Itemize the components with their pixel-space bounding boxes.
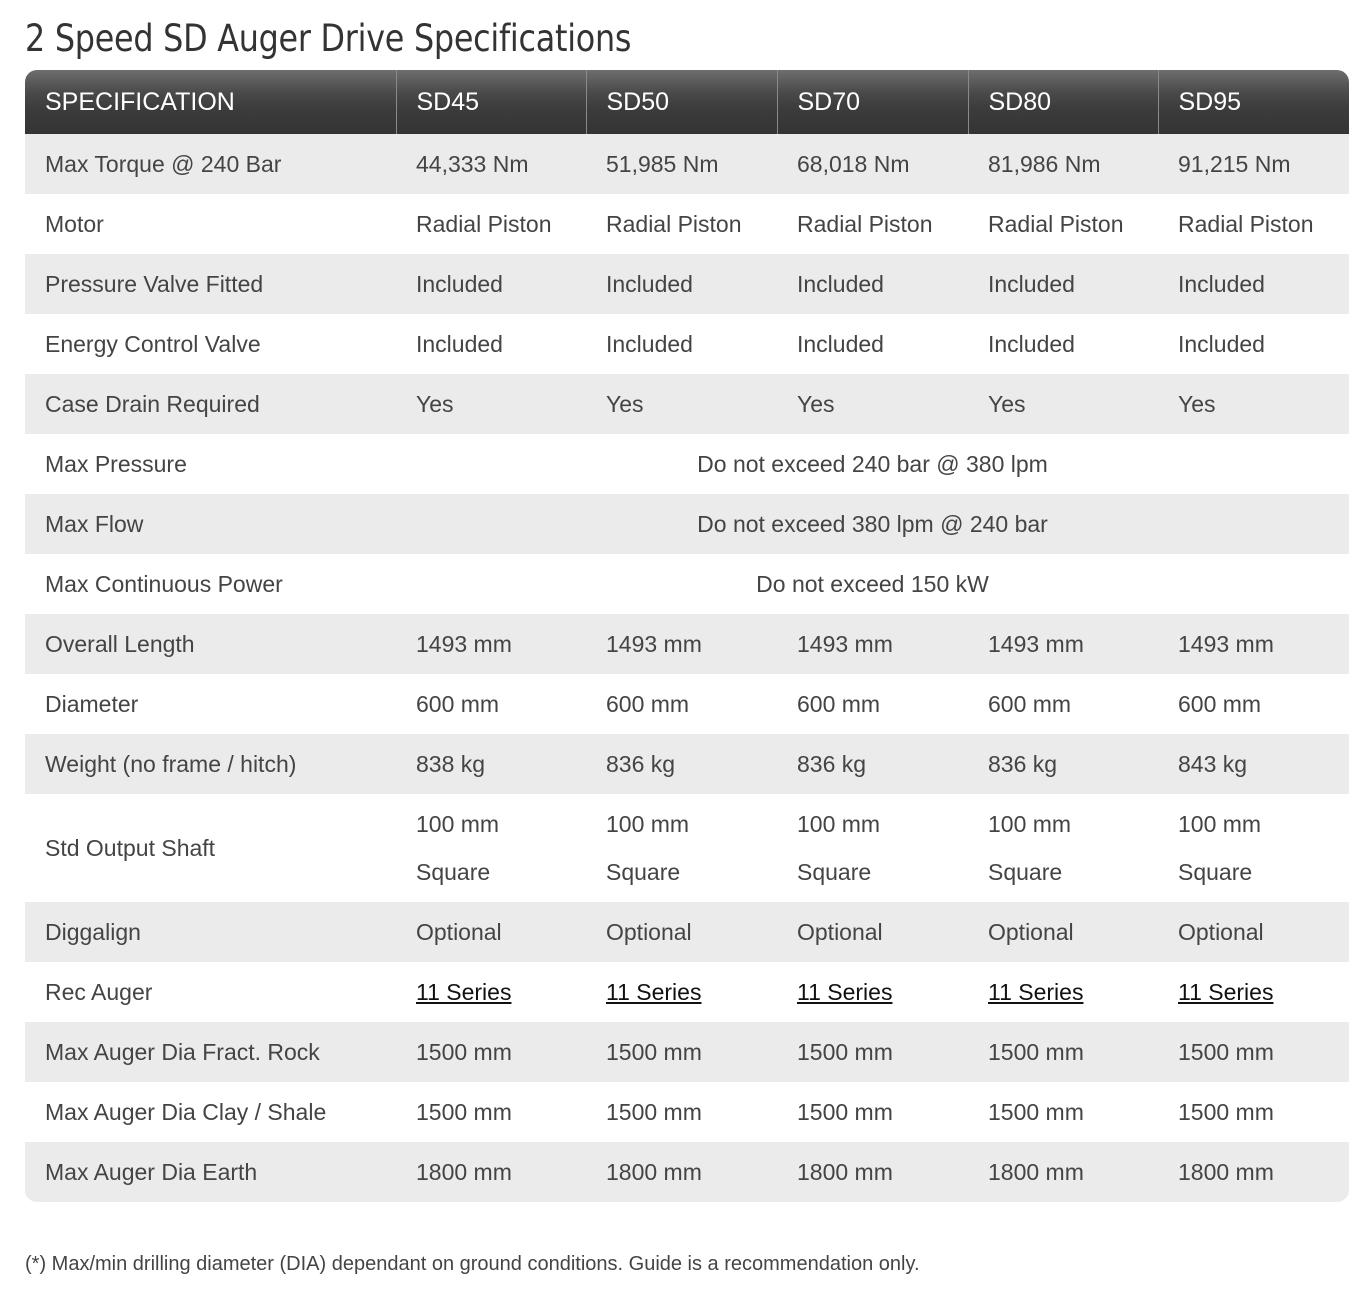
table-row [25, 902, 1349, 962]
header-sd95: SD95 [1158, 70, 1349, 134]
cell-value: 1493 mm [988, 630, 1084, 657]
cell-value: 836 kg [988, 750, 1058, 777]
row-label: Energy Control Valve [45, 330, 261, 357]
cell-value: 600 mm [797, 690, 881, 717]
cell-value-merged: Do not exceed 240 bar @ 380 lpm [697, 450, 1048, 477]
cell-value: Included [988, 330, 1075, 357]
table-row [25, 494, 1349, 554]
table-header-row [25, 70, 1349, 134]
cell-value: 600 mm [988, 690, 1072, 717]
row-label: Max Torque @ 240 Bar [45, 150, 282, 177]
cell-value: Optional [416, 918, 502, 945]
cell-value: 68,018 Nm [797, 150, 910, 177]
table-row [25, 614, 1349, 674]
cell-value-merged: Do not exceed 380 lpm @ 240 bar [697, 510, 1048, 537]
row-label: Pressure Valve Fitted [45, 270, 264, 297]
cell-value: Radial Piston [606, 210, 742, 237]
cell-value: 1800 mm [416, 1158, 512, 1185]
cell-value: 1800 mm [606, 1158, 702, 1185]
table-row [25, 1142, 1349, 1202]
cell-value: Optional [1178, 918, 1264, 945]
cell-line: 100 mm [797, 811, 881, 837]
page-title: 2 Speed SD Auger Drive Specifications [25, 17, 632, 60]
cell-value: Yes [988, 390, 1026, 417]
header-sd80: SD80 [968, 70, 1158, 134]
cell-value: Yes [606, 390, 644, 417]
row-label: Diggalign [45, 918, 141, 945]
cell-value: Included [606, 330, 693, 357]
cell-value [1158, 794, 1349, 902]
cell-value [968, 794, 1158, 902]
series-link-sd80[interactable]: 11 Series [988, 978, 1084, 1005]
table-row [25, 794, 1349, 902]
table-row [25, 1082, 1349, 1142]
series-link-sd95[interactable]: 11 Series [1178, 978, 1274, 1005]
spec-table [25, 70, 1349, 1202]
cell-value: Optional [988, 918, 1074, 945]
cell-value: Yes [797, 390, 835, 417]
header-specification: SPECIFICATION [45, 87, 235, 116]
cell-value: 1500 mm [797, 1098, 893, 1125]
header-sd45: SD45 [396, 70, 586, 134]
cell-value [586, 962, 777, 1022]
table-row [25, 554, 1349, 614]
series-link-sd50[interactable]: 11 Series [606, 978, 702, 1005]
cell-value: 1500 mm [416, 1038, 512, 1065]
cell-value: Radial Piston [416, 210, 552, 237]
cell-line: Square [606, 859, 681, 885]
cell-value: 600 mm [606, 690, 690, 717]
row-label: Motor [45, 210, 104, 237]
cell-line: 100 mm [1178, 811, 1262, 837]
cell-value: Included [416, 330, 503, 357]
cell-value: 1500 mm [988, 1098, 1084, 1125]
cell-line: Square [1178, 859, 1253, 885]
cell-value: 1493 mm [797, 630, 893, 657]
cell-line: Square [988, 859, 1063, 885]
cell-value [968, 962, 1158, 1022]
series-link-sd70[interactable]: 11 Series [797, 978, 893, 1005]
table-row [25, 1022, 1349, 1082]
row-label: Rec Auger [45, 978, 153, 1005]
cell-value: 600 mm [416, 690, 500, 717]
cell-value: 1800 mm [988, 1158, 1084, 1185]
cell-value: 1500 mm [1178, 1038, 1274, 1065]
cell-value: Yes [416, 390, 454, 417]
row-label: Max Flow [45, 510, 144, 537]
cell-value [396, 962, 586, 1022]
table-row [25, 194, 1349, 254]
cell-line: 100 mm [606, 811, 690, 837]
cell-value: 836 kg [797, 750, 867, 777]
cell-value: Yes [1178, 390, 1216, 417]
table-row [25, 434, 1349, 494]
cell-value: 1500 mm [797, 1038, 893, 1065]
cell-value: 1500 mm [606, 1038, 702, 1065]
cell-value: 51,985 Nm [606, 150, 719, 177]
cell-value: Included [988, 270, 1075, 297]
header-sd70: SD70 [777, 70, 968, 134]
cell-value: 1800 mm [1178, 1158, 1274, 1185]
cell-value: 1500 mm [606, 1098, 702, 1125]
table-row [25, 374, 1349, 434]
table-row [25, 314, 1349, 374]
cell-value [586, 794, 777, 902]
cell-value: 1500 mm [1178, 1098, 1274, 1125]
row-label: Diameter [45, 690, 139, 717]
cell-value: Included [797, 270, 884, 297]
cell-value: Included [1178, 270, 1265, 297]
cell-value: 1493 mm [416, 630, 512, 657]
cell-value: 1500 mm [988, 1038, 1084, 1065]
cell-value: 838 kg [416, 750, 486, 777]
cell-line: 100 mm [416, 811, 500, 837]
cell-value: 44,333 Nm [416, 150, 529, 177]
cell-value: 1493 mm [1178, 630, 1274, 657]
row-label: Overall Length [45, 630, 195, 657]
row-label: Max Auger Dia Earth [45, 1158, 258, 1185]
cell-value [777, 794, 968, 902]
cell-line: Square [797, 859, 872, 885]
row-label: Max Auger Dia Fract. Rock [45, 1038, 320, 1065]
cell-value: 843 kg [1178, 750, 1248, 777]
cell-value: Optional [797, 918, 883, 945]
spec-table-container [25, 70, 1349, 1202]
cell-value: 1493 mm [606, 630, 702, 657]
table-row [25, 134, 1349, 194]
cell-value: 1500 mm [416, 1098, 512, 1125]
cell-value: Included [606, 270, 693, 297]
row-label: Weight (no frame / hitch) [45, 750, 297, 777]
cell-value [396, 794, 586, 902]
cell-value: Included [416, 270, 503, 297]
footnote: (*) Max/min drilling diameter (DIA) dependant on ground conditions. Guide is a recommendation only. [25, 1253, 920, 1275]
row-label: Max Pressure [45, 450, 187, 477]
cell-value [777, 962, 968, 1022]
cell-value: 1800 mm [797, 1158, 893, 1185]
cell-value [1158, 962, 1349, 1022]
cell-value: 600 mm [1178, 690, 1262, 717]
cell-value: 91,215 Nm [1178, 150, 1291, 177]
cell-value: Radial Piston [797, 210, 933, 237]
row-label: Case Drain Required [45, 390, 260, 417]
cell-value: Radial Piston [1178, 210, 1314, 237]
row-label: Max Auger Dia Clay / Shale [45, 1098, 327, 1125]
table-row [25, 734, 1349, 794]
row-label: Max Continuous Power [45, 570, 283, 597]
table-row [25, 962, 1349, 1022]
header-sd50: SD50 [586, 70, 777, 134]
cell-value: Optional [606, 918, 692, 945]
cell-value: Included [1178, 330, 1265, 357]
table-row [25, 674, 1349, 734]
series-link-sd45[interactable]: 11 Series [416, 978, 512, 1005]
row-label: Std Output Shaft [45, 834, 216, 861]
table-row [25, 254, 1349, 314]
cell-value: Included [797, 330, 884, 357]
cell-line: Square [416, 859, 491, 885]
cell-value-merged: Do not exceed 150 kW [756, 570, 989, 597]
cell-value: 81,986 Nm [988, 150, 1101, 177]
cell-value: 836 kg [606, 750, 676, 777]
cell-value: Radial Piston [988, 210, 1124, 237]
cell-line: 100 mm [988, 811, 1072, 837]
